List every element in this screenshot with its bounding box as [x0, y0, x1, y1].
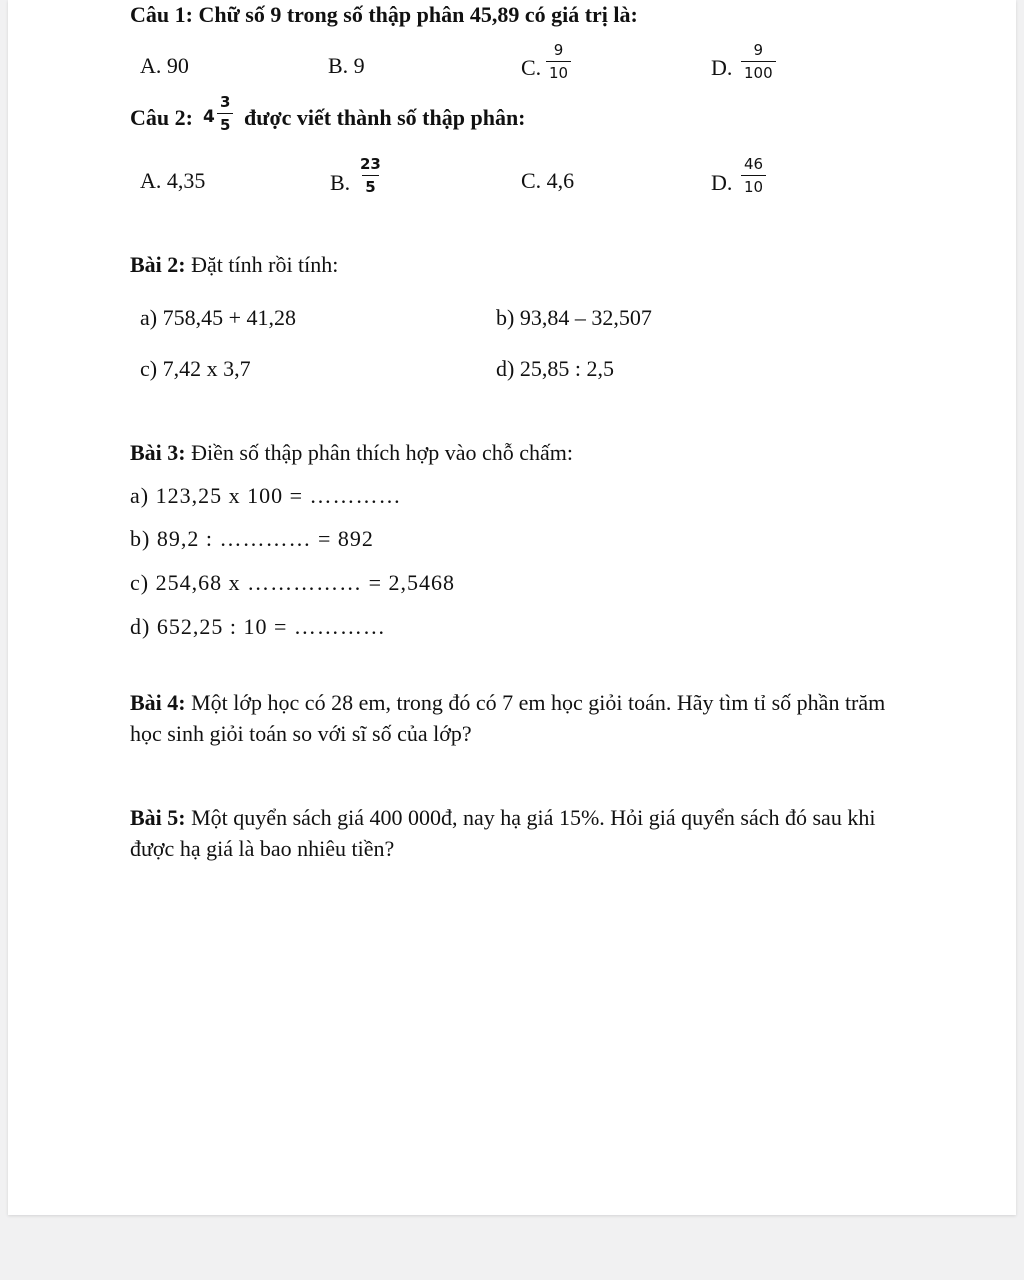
fraction-denominator: 10	[546, 61, 571, 82]
bai5-label: Bài 5:	[130, 805, 186, 830]
fraction-denominator: 100	[741, 61, 776, 82]
cau2-option-d-label: D.	[711, 170, 733, 195]
worksheet-page	[8, 0, 1016, 1215]
cau2-option-c: C. 4,6	[521, 168, 575, 193]
cau2-option-b-fraction	[357, 155, 384, 196]
bai3-label: Bài 3:	[130, 440, 186, 465]
bai3-heading	[130, 440, 573, 466]
cau1-option-a: A. 90	[140, 53, 189, 78]
bai2-item-a: a) 758,45 + 41,28	[140, 305, 296, 330]
fraction-numerator: 9	[553, 41, 564, 59]
cau2-label: Câu 2:	[130, 105, 193, 130]
bai5-text: Một quyển sách giá 400 000đ, nay hạ giá 15%. Hỏi giá quyển sách đó sau khi được hạ giá là bao nhiêu tiền?	[130, 805, 876, 861]
bai4-label: Bài 4:	[130, 690, 186, 715]
bai3-item-d: d) 652,25 : 10 = …………	[130, 614, 386, 639]
cau1-label: Câu 1:	[130, 2, 193, 27]
fraction-denominator: 5	[362, 175, 378, 196]
bai5-paragraph	[130, 802, 910, 864]
cau2-option-a: A. 4,35	[140, 168, 206, 193]
fraction-numerator: 9	[753, 41, 764, 59]
cau2-option-b-label: B.	[330, 170, 351, 195]
bai4-text: Một lớp học có 28 em, trong đó có 7 em học giỏi toán. Hãy tìm tỉ số phần trăm học sinh giỏi toán so với sĩ số của lớp?	[130, 690, 886, 746]
bai2-item-c: c) 7,42 x 3,7	[140, 356, 251, 381]
cau1-option-b: B. 9	[328, 53, 365, 78]
cau2-whole: 4	[203, 107, 215, 127]
cau1-option-c-label: C.	[521, 55, 542, 80]
bai2-item-d: d) 25,85 : 2,5	[496, 356, 614, 381]
bai2-heading	[130, 252, 338, 278]
fraction-numerator: 46	[744, 155, 764, 173]
cau1-option-d-label: D.	[711, 55, 733, 80]
fraction-numerator: 3	[220, 93, 231, 111]
cau1-question: Chữ số 9 trong số thập phân 45,89 có giá trị là:	[198, 2, 638, 27]
fraction-numerator: 23	[360, 155, 381, 173]
bai4-paragraph	[130, 687, 910, 749]
fraction-denominator: 10	[741, 175, 766, 196]
bai3-item-b: b) 89,2 : ………… = 892	[130, 526, 374, 551]
cau2-option-d-fraction	[741, 155, 766, 196]
fraction-denominator: 5	[217, 113, 233, 134]
bai2-item-b: b) 93,84 – 32,507	[496, 305, 652, 330]
bai3-title: Điền số thập phân thích hợp vào chỗ chấm:	[191, 440, 573, 465]
bai2-label: Bài 2:	[130, 252, 186, 277]
bai3-item-a: a) 123,25 x 100 = …………	[130, 483, 402, 508]
cau1-option-d-fraction	[741, 41, 776, 82]
cau1-heading	[130, 2, 638, 28]
cau2-mixed-fraction	[217, 93, 233, 134]
cau1-option-c-fraction	[546, 41, 571, 82]
bai2-title: Đặt tính rồi tính:	[191, 252, 339, 277]
bai3-item-c: c) 254,68 x …………… = 2,5468	[130, 570, 455, 595]
cau2-question: được viết thành số thập phân:	[244, 105, 526, 130]
